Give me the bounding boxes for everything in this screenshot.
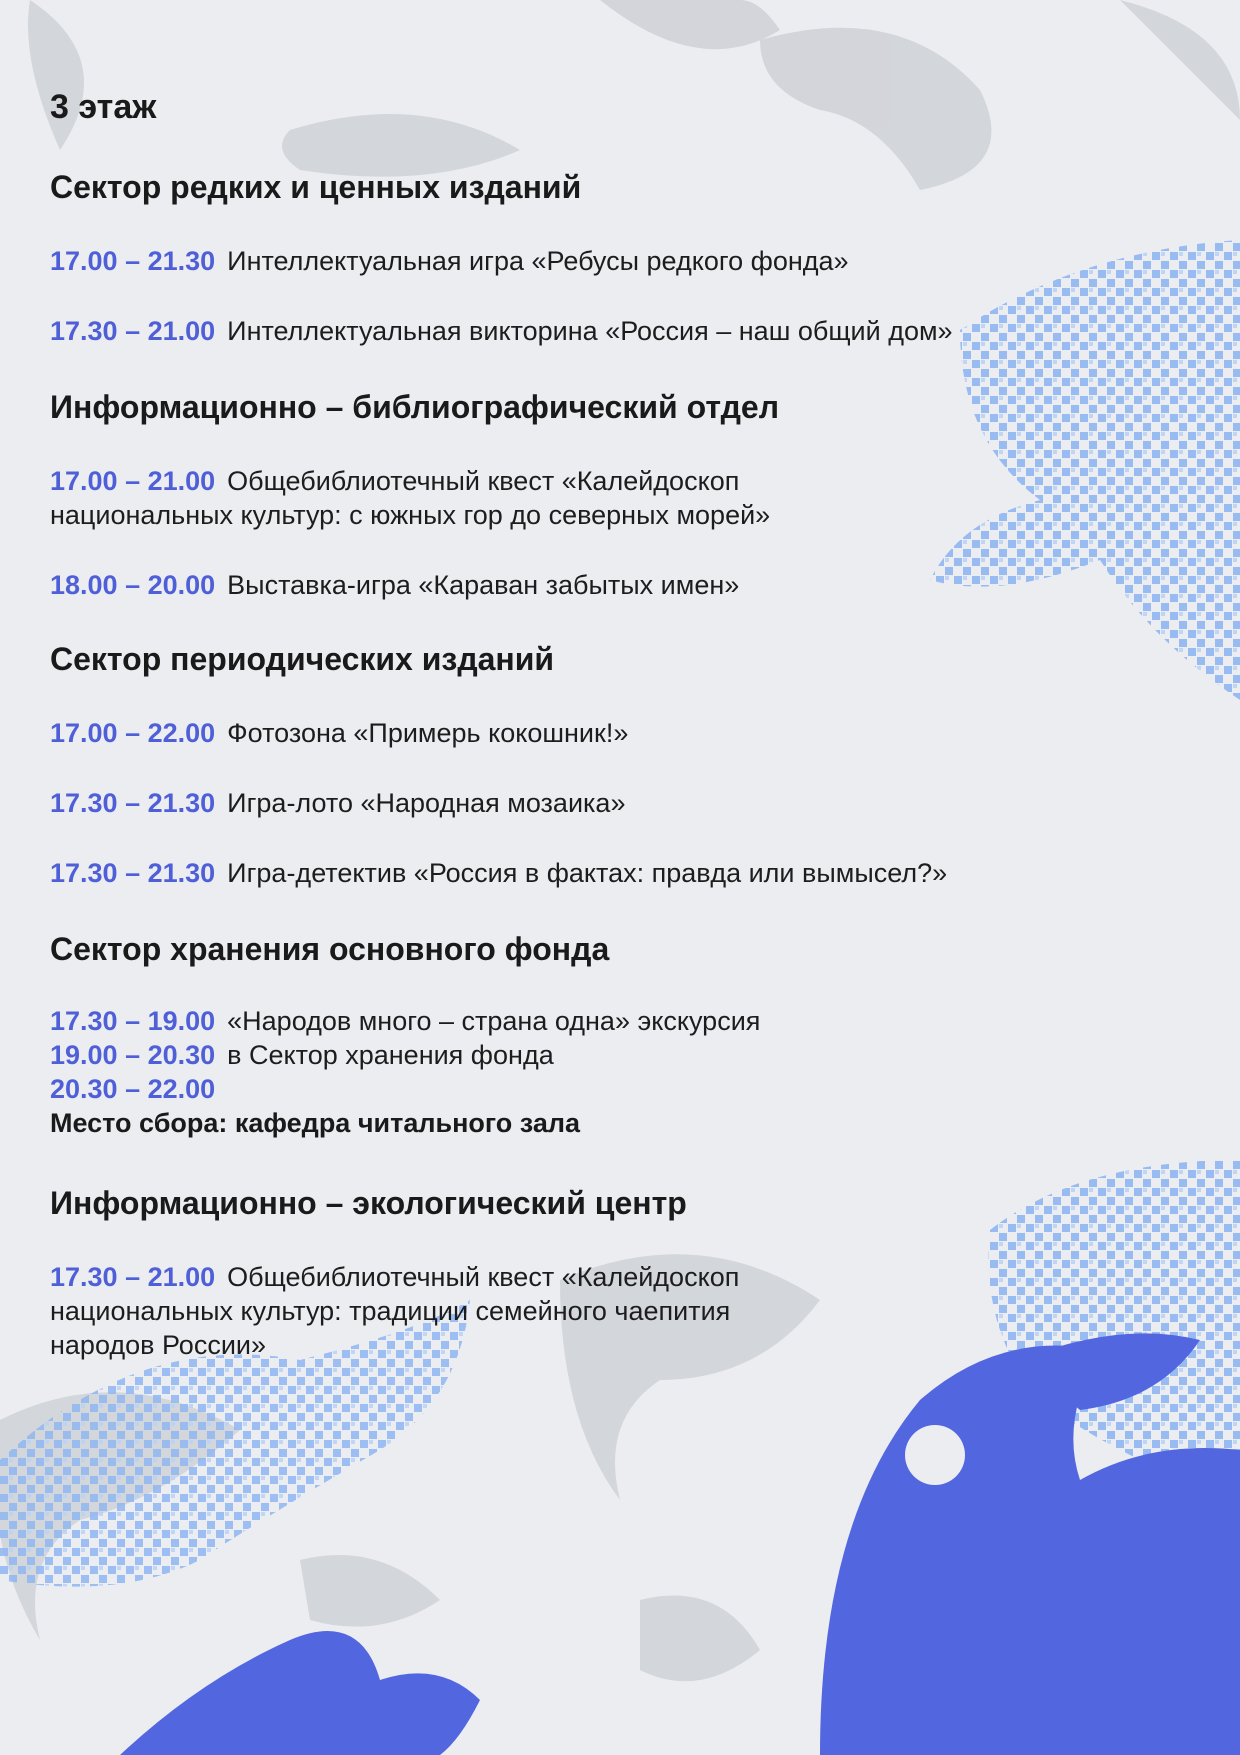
event-desc: Игра-детектив «Россия в фактах: правда или вымысел?» [227, 858, 948, 888]
event-time: 19.00 – 20.30 [50, 1040, 216, 1070]
section-rare-editions [50, 168, 1200, 346]
event-item [50, 244, 849, 279]
event-item-continued [50, 1294, 730, 1329]
event-desc: «Народов много – страна одна» экскурсия [227, 1006, 761, 1036]
section-main-fund-storage [50, 930, 1200, 1138]
event-item [50, 856, 947, 891]
event-desc: Игра-лото «Народная мозаика» [227, 788, 626, 818]
event-desc: в Сектор хранения фонда [227, 1040, 554, 1070]
event-item-continued [50, 498, 770, 533]
event-time: 17.00 – 22.00 [50, 718, 216, 748]
section-title: Сектор периодических изданий [50, 641, 555, 677]
event-item [50, 314, 953, 349]
event-time: 18.00 – 20.00 [50, 570, 216, 600]
event-time: 17.30 – 21.30 [50, 788, 216, 818]
event-item-continued [50, 1328, 266, 1363]
event-time: 17.00 – 21.30 [50, 246, 216, 276]
event-desc: Интеллектуальная игра «Ребусы редкого фонда» [227, 246, 849, 276]
event-desc: национальных культур: традиции семейного чаепития [50, 1296, 731, 1326]
event-time: 17.30 – 21.00 [50, 1262, 216, 1292]
event-time: 17.00 – 21.00 [50, 466, 216, 496]
event-desc: Выставка-игра «Караван забытых имен» [227, 570, 740, 600]
meeting-point-note: Место сбора: кафедра читального зала [50, 1108, 581, 1138]
section-eco-center [50, 1184, 1200, 1360]
event-time: 20.30 – 22.00 [50, 1074, 216, 1104]
event-desc: народов России» [50, 1330, 266, 1360]
section-title: Сектор хранения основного фонда [50, 931, 610, 967]
event-item [50, 1004, 760, 1039]
section-title: Информационно – библиографический отдел [50, 389, 780, 425]
event-item [50, 1260, 739, 1295]
event-item [50, 1072, 227, 1107]
event-item [50, 1038, 554, 1073]
section-bibliographic [50, 388, 1200, 600]
event-desc: Фотозона «Примерь кокошник!» [227, 718, 629, 748]
event-item [50, 786, 625, 821]
floor-title: 3 этаж [50, 88, 157, 126]
event-item [50, 568, 739, 603]
section-periodicals [50, 640, 1200, 888]
event-time: 17.30 – 21.30 [50, 858, 216, 888]
event-item [50, 716, 628, 751]
event-desc: Общебиблиотечный квест «Калейдоскоп [227, 466, 740, 496]
event-time: 17.30 – 19.00 [50, 1006, 216, 1036]
section-title: Сектор редких и ценных изданий [50, 169, 582, 205]
event-item [50, 464, 739, 499]
event-desc: национальных культур: с южных гор до северных морей» [50, 500, 771, 530]
section-title: Информационно – экологический центр [50, 1185, 687, 1221]
event-desc: Общебиблиотечный квест «Калейдоскоп [227, 1262, 740, 1292]
event-desc: Интеллектуальная викторина «Россия – наш общий дом» [227, 316, 953, 346]
event-time: 17.30 – 21.00 [50, 316, 216, 346]
